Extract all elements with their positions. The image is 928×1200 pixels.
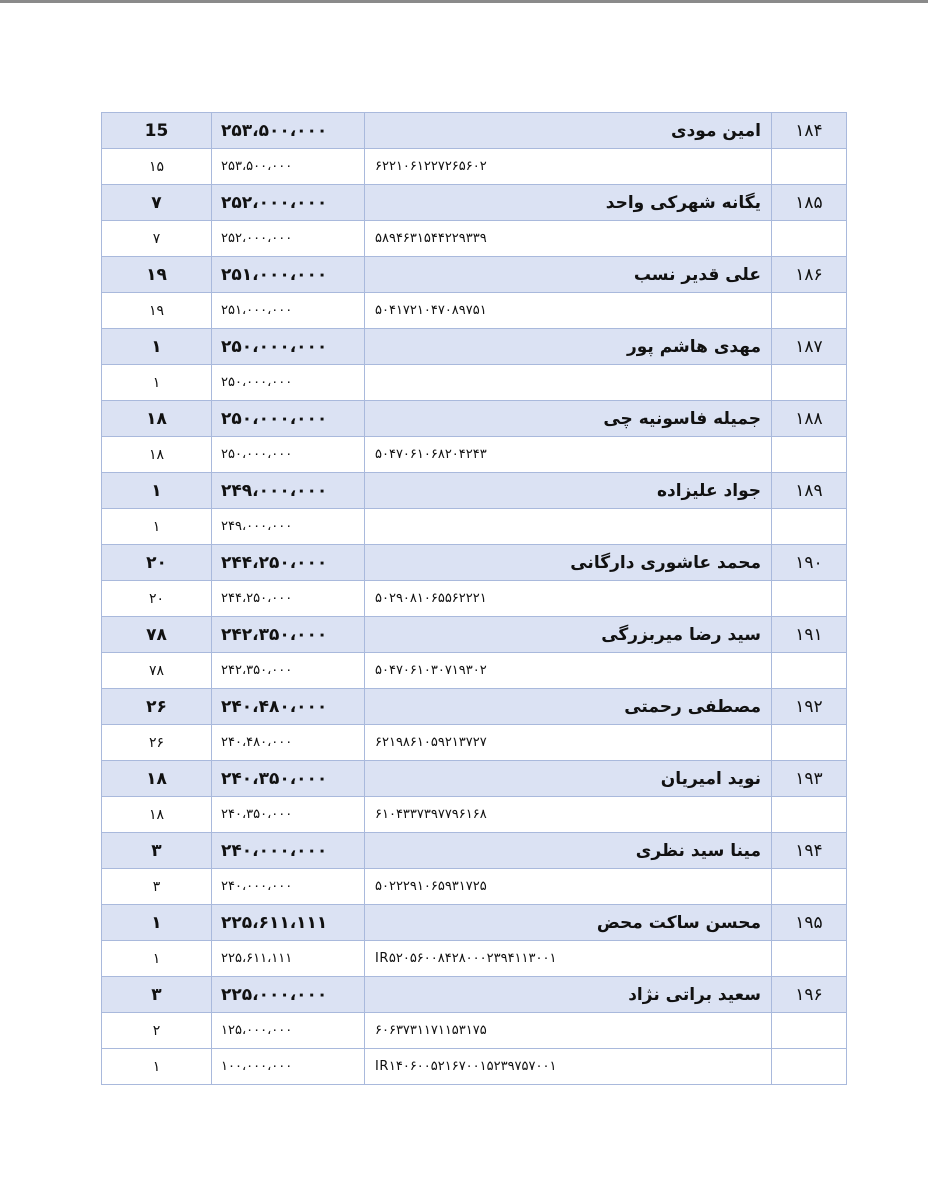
entry-number: ۱۹۱ (772, 617, 847, 653)
entry-name: یگانه شهرکی واحد (365, 185, 772, 221)
account-count: ۱۹ (102, 293, 212, 329)
entry-amount: ۲۴۰،۰۰۰،۰۰۰ (212, 833, 365, 869)
account-count: ۱۸ (102, 437, 212, 473)
account-number (365, 509, 772, 545)
account-number: IR۱۴۰۶۰۰۵۲۱۶۷۰۰۱۵۲۳۹۷۵۷۰۰۱ (365, 1049, 772, 1085)
account-row (102, 1013, 847, 1049)
account-count: ۱۵ (102, 149, 212, 185)
ledger-table (101, 112, 847, 1085)
account-number: ۶۱۰۴۳۳۷۳۹۷۷۹۶۱۶۸ (365, 797, 772, 833)
account-row (102, 941, 847, 977)
entry-number: ۱۸۸ (772, 401, 847, 437)
account-amount: ۲۵۱،۰۰۰،۰۰۰ (212, 293, 365, 329)
entry-name: محمد عاشوری دارگانی (365, 545, 772, 581)
account-amount: ۲۵۰،۰۰۰،۰۰۰ (212, 365, 365, 401)
entry-row (102, 833, 847, 869)
entry-number: ۱۹۶ (772, 977, 847, 1013)
entry-row (102, 689, 847, 725)
account-number-blank (772, 653, 847, 689)
account-amount: ۲۴۴،۲۵۰،۰۰۰ (212, 581, 365, 617)
account-row (102, 797, 847, 833)
account-amount: ۲۴۹،۰۰۰،۰۰۰ (212, 509, 365, 545)
account-row (102, 437, 847, 473)
account-count: ۱ (102, 365, 212, 401)
account-amount: ۲۴۰،۳۵۰،۰۰۰ (212, 797, 365, 833)
account-count: ۱ (102, 941, 212, 977)
ledger-body (102, 113, 847, 1085)
account-number-blank (772, 869, 847, 905)
entry-row (102, 977, 847, 1013)
account-count: ۲ (102, 1013, 212, 1049)
entry-row (102, 545, 847, 581)
account-number-blank (772, 149, 847, 185)
entry-row (102, 401, 847, 437)
entry-row (102, 905, 847, 941)
account-count: ۷ (102, 221, 212, 257)
account-number: ۵۰۲۹۰۸۱۰۶۵۵۶۲۲۲۱ (365, 581, 772, 617)
entry-amount: ۲۵۱،۰۰۰،۰۰۰ (212, 257, 365, 293)
account-row (102, 365, 847, 401)
account-amount: ۱۰۰،۰۰۰،۰۰۰ (212, 1049, 365, 1085)
account-number-blank (772, 1013, 847, 1049)
account-row (102, 149, 847, 185)
entry-amount: ۲۵۲،۰۰۰،۰۰۰ (212, 185, 365, 221)
entry-row (102, 113, 847, 149)
account-row (102, 725, 847, 761)
account-row (102, 221, 847, 257)
entry-number: ۱۸۴ (772, 113, 847, 149)
account-amount: ۲۵۳،۵۰۰،۰۰۰ (212, 149, 365, 185)
entry-amount: ۲۵۰،۰۰۰،۰۰۰ (212, 401, 365, 437)
entry-row (102, 257, 847, 293)
account-number-blank (772, 581, 847, 617)
account-row (102, 869, 847, 905)
entry-row (102, 329, 847, 365)
entry-number: ۱۹۵ (772, 905, 847, 941)
entry-count: ۱ (102, 329, 212, 365)
account-count: ۷۸ (102, 653, 212, 689)
account-number: ۵۸۹۴۶۳۱۵۴۴۲۲۹۳۳۹ (365, 221, 772, 257)
entry-name: جمیله فاسونیه چی (365, 401, 772, 437)
account-number: ۵۰۲۲۲۹۱۰۶۵۹۳۱۷۲۵ (365, 869, 772, 905)
entry-count: ۷۸ (102, 617, 212, 653)
account-row (102, 293, 847, 329)
entry-row (102, 761, 847, 797)
entry-name: مصطفی رحمتی (365, 689, 772, 725)
entry-number: ۱۹۲ (772, 689, 847, 725)
account-number: ۶۲۱۹۸۶۱۰۵۹۲۱۳۷۲۷ (365, 725, 772, 761)
entry-count: ۳ (102, 833, 212, 869)
entry-count: ۷ (102, 185, 212, 221)
entry-number: ۱۹۳ (772, 761, 847, 797)
entry-amount: ۲۴۰،۳۵۰،۰۰۰ (212, 761, 365, 797)
entry-name: علی قدیر نسب (365, 257, 772, 293)
account-amount: ۲۲۵،۶۱۱،۱۱۱ (212, 941, 365, 977)
entry-count: ۱۸ (102, 761, 212, 797)
entry-count: ۲۰ (102, 545, 212, 581)
account-count: ۱ (102, 1049, 212, 1085)
account-row (102, 1049, 847, 1085)
account-number-blank (772, 437, 847, 473)
account-number-blank (772, 941, 847, 977)
entry-number: ۱۸۷ (772, 329, 847, 365)
account-count: ۲۰ (102, 581, 212, 617)
account-count: ۱ (102, 509, 212, 545)
entry-amount: ۲۲۵،۰۰۰،۰۰۰ (212, 977, 365, 1013)
entry-name: نوید امیریان (365, 761, 772, 797)
entry-row (102, 617, 847, 653)
account-number (365, 365, 772, 401)
entry-count: ۲۶ (102, 689, 212, 725)
account-amount: ۲۴۰،۰۰۰،۰۰۰ (212, 869, 365, 905)
account-count: ۳ (102, 869, 212, 905)
entry-count: 15 (102, 113, 212, 149)
entry-amount: ۲۴۰،۴۸۰،۰۰۰ (212, 689, 365, 725)
account-number-blank (772, 509, 847, 545)
account-number-blank (772, 365, 847, 401)
entry-amount: ۲۵۰،۰۰۰،۰۰۰ (212, 329, 365, 365)
entry-number: ۱۸۹ (772, 473, 847, 509)
entry-number: ۱۸۵ (772, 185, 847, 221)
account-number: ۵۰۴۷۰۶۱۰۶۸۲۰۴۲۴۳ (365, 437, 772, 473)
account-number-blank (772, 221, 847, 257)
account-number: ۶۲۲۱۰۶۱۲۲۷۲۶۵۶۰۲ (365, 149, 772, 185)
account-number-blank (772, 797, 847, 833)
account-row (102, 581, 847, 617)
entry-number: ۱۸۶ (772, 257, 847, 293)
entry-name: مهدی هاشم پور (365, 329, 772, 365)
account-count: ۲۶ (102, 725, 212, 761)
entry-number: ۱۹۴ (772, 833, 847, 869)
entry-name: جواد علیزاده (365, 473, 772, 509)
account-number-blank (772, 1049, 847, 1085)
account-number: IR۵۲۰۵۶۰۰۸۴۲۸۰۰۰۲۳۹۴۱۱۳۰۰۱ (365, 941, 772, 977)
account-amount: ۲۴۰،۴۸۰،۰۰۰ (212, 725, 365, 761)
entry-amount: ۲۴۹،۰۰۰،۰۰۰ (212, 473, 365, 509)
account-number-blank (772, 293, 847, 329)
entry-count: ۱۹ (102, 257, 212, 293)
entry-name: مینا سید نظری (365, 833, 772, 869)
account-amount: ۲۵۲،۰۰۰،۰۰۰ (212, 221, 365, 257)
account-number: ۶۰۶۳۷۳۱۱۷۱۱۵۳۱۷۵ (365, 1013, 772, 1049)
account-row (102, 509, 847, 545)
entry-count: ۱۸ (102, 401, 212, 437)
entry-count: ۱ (102, 905, 212, 941)
entry-number: ۱۹۰ (772, 545, 847, 581)
entry-name: سید رضا میربزرگی (365, 617, 772, 653)
entry-row (102, 185, 847, 221)
account-amount: ۱۲۵،۰۰۰،۰۰۰ (212, 1013, 365, 1049)
entry-count: ۳ (102, 977, 212, 1013)
entry-amount: ۲۲۵،۶۱۱،۱۱۱ (212, 905, 365, 941)
entry-name: سعید براتی نژاد (365, 977, 772, 1013)
entry-amount: ۲۴۲،۳۵۰،۰۰۰ (212, 617, 365, 653)
account-number-blank (772, 725, 847, 761)
account-amount: ۲۵۰،۰۰۰،۰۰۰ (212, 437, 365, 473)
account-count: ۱۸ (102, 797, 212, 833)
entry-name: امین مودی (365, 113, 772, 149)
entry-row (102, 473, 847, 509)
account-row (102, 653, 847, 689)
account-number: ۵۰۴۱۷۲۱۰۴۷۰۸۹۷۵۱ (365, 293, 772, 329)
top-rule (0, 0, 928, 3)
entry-name: محسن ساکت محض (365, 905, 772, 941)
entry-amount: ۲۵۳،۵۰۰،۰۰۰ (212, 113, 365, 149)
account-number: ۵۰۴۷۰۶۱۰۳۰۷۱۹۳۰۲ (365, 653, 772, 689)
entry-count: ۱ (102, 473, 212, 509)
entry-amount: ۲۴۴،۲۵۰،۰۰۰ (212, 545, 365, 581)
account-amount: ۲۴۲،۳۵۰،۰۰۰ (212, 653, 365, 689)
